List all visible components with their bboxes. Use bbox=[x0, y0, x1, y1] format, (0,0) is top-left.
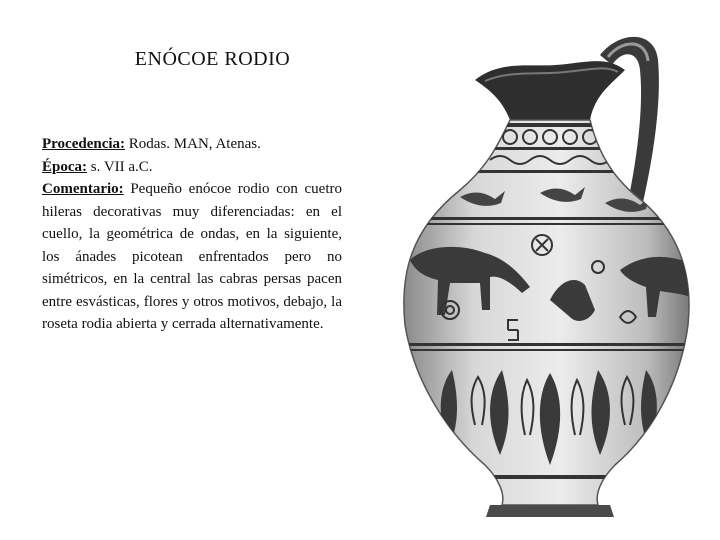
provenance-label: Procedencia: bbox=[42, 136, 126, 152]
provenance-value: Rodas. MAN, Atenas. bbox=[125, 136, 261, 152]
provenance-line bbox=[42, 133, 342, 156]
era-line bbox=[42, 156, 342, 179]
oinochoe-vase-image bbox=[390, 25, 700, 525]
comment-paragraph bbox=[42, 178, 342, 336]
description-block bbox=[42, 133, 342, 336]
vase-photo bbox=[390, 25, 700, 525]
slide-title: ENÓCOE RODIO bbox=[134, 48, 291, 70]
era-value: s. VII a.C. bbox=[87, 158, 153, 175]
comment-label: Comentario: bbox=[42, 181, 124, 197]
era-label: Época: bbox=[42, 158, 87, 175]
comment-value: Pequeño enócoe rodio con cuetro hileras decorativas muy diferenciadas: en el cuello, la geométrica de ondas, en la siguiente, los ánades picotean enfrentados pero no simétricos, en la central las cabras persas pacen entre esvásticas, flores y otros motivos, debajo, la roseta rodia abierta y cerrada alternativamente. bbox=[42, 181, 342, 332]
